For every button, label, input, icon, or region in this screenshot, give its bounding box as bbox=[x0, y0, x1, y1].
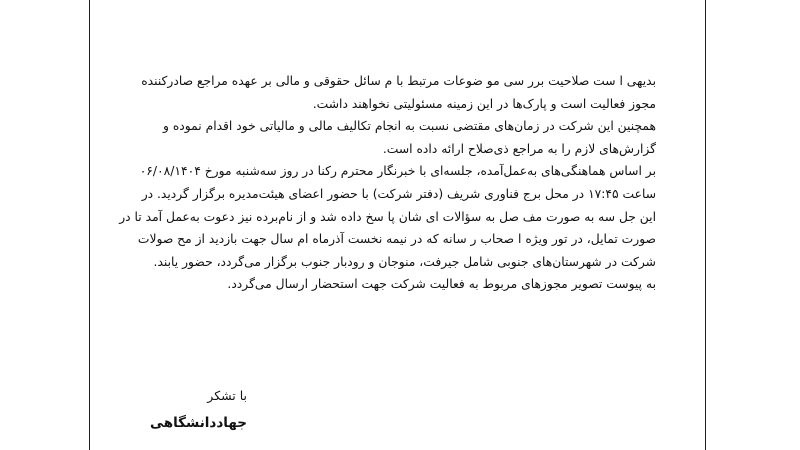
signature-name: جهاددانشگاهی bbox=[150, 415, 247, 431]
letter-line: صورت تمایل، در تور ویژه ا صحاب ر سانه که در نیمه نخست آذرماه ام سال جهت بازدید از مح صولات bbox=[137, 232, 656, 247]
letter-line: گزارش‌های لازم را به مراجع ذی‌صلاح ارائه داده است. bbox=[382, 141, 656, 156]
letter-line: به پیوست تصویر مجوزهای مربوط به فعالیت شرکت جهت استحضار ارسال می‌گردد. bbox=[227, 277, 656, 292]
letter-line: همچنین این شرکت در زمان‌های مقتضی نسبت به انجام تکالیف مالی و مالیاتی خود اقدام نموده و bbox=[163, 119, 656, 134]
letter-line: شرکت در شهرستان‌های جنوبی شامل جیرفت، منوجان و رودبار جنوب برگزار می‌گردد، حضور یابند. bbox=[153, 254, 656, 269]
closing-text: با تشکر bbox=[207, 388, 247, 403]
letter-line: بر اساس هماهنگی‌های به‌عمل‌آمده، جلسه‌ای با خبرنگار محترم رکنا در روز سه‌شنبه مورخ ۰۶/۰۸/۱۴۰۴ bbox=[139, 164, 656, 179]
letter-line: ساعت ۱۷:۴۵ در محل برج فناوری شریف (دفتر شرکت) با حضور اعضای هیئت‌مدیره برگزار گردید. در bbox=[141, 186, 656, 201]
letter-line: مجوز فعالیت است و پارک‌ها در این زمینه مسئولیتی نخواهند داشت. bbox=[312, 96, 656, 111]
letter-line: این جل سه به صورت مف صل به سؤالات ای شان پا سخ داده شد و از نام‌برده نیز دعوت به‌عمل آمد تا در bbox=[119, 209, 656, 224]
letter-body bbox=[119, 70, 656, 296]
letter-line: بدیهی ا ست صلاحیت برر سی مو ضوعات مرتبط با م سائل حقوقی و مالی بر عهده مراجع صادرکننده bbox=[141, 74, 656, 88]
